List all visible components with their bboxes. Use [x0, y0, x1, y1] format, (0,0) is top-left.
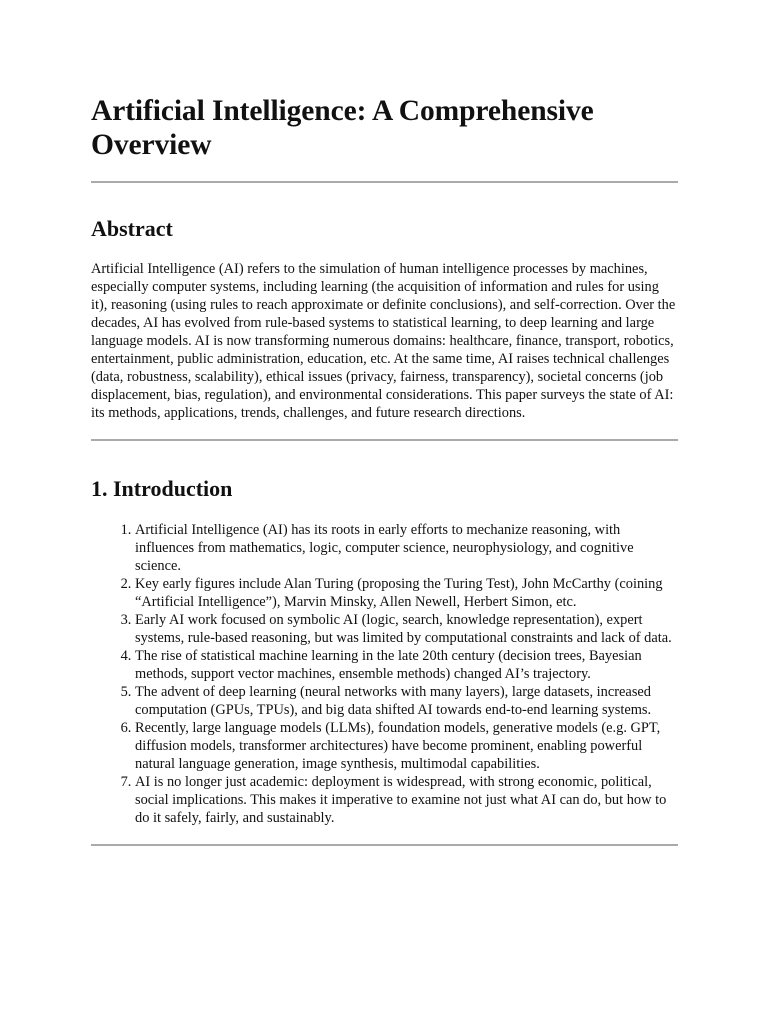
abstract-heading: Abstract	[91, 216, 173, 241]
abstract-text: Artificial Intelligence (AI) refers to the simulation of human intelligence processes by machines, especially computer systems, including learning (the acquisition of information and rules for using it), reasoning (using rules to reach approximate or definite conclusions), and self-correction. Over the decades, AI has evolved from rule-based systems to statistical learning, to deep learning and large language models. AI is now transforming numerous domains: healthcare, finance, transport, robotics, entertainment, public administration, education, etc. At the same time, AI raises technical challenges (data, robustness, scalability), ethical issues (privacy, fairness, transparency), societal concerns (job displacement, bias, regulation), and environmental considerations. This paper surveys the state of AI: its methods, applications, trends, challenges, and future research directions.	[91, 261, 676, 421]
list-item: 2. Key early figures include Alan Turing (proposing the Turing Test), John McCarthy (coining “Artificial Intelligence”), Marvin Minsky, Allen Newell, Herbert Simon, etc.	[135, 575, 678, 611]
list-item: 6. Recently, large language models (LLMs), foundation models, generative models (e.g. GPT, diffusion models, transformer architectures) have become prominent, enabling powerful natural language generation, image synthesis, multimodal capabilities.	[135, 719, 678, 773]
introduction-list	[91, 521, 678, 827]
introduction-heading: 1. Introduction	[91, 476, 233, 501]
list-item: 3. Early AI work focused on symbolic AI (logic, search, knowledge representation), expert systems, rule-based reasoning, but was limited by computational constraints and lack of data.	[135, 611, 678, 647]
divider	[91, 844, 678, 846]
list-item: 1. Artificial Intelligence (AI) has its roots in early efforts to mechanize reasoning, with influences from mathematics, logic, computer science, neurophysiology, and cognitive science.	[135, 521, 678, 575]
page-title: Artificial Intelligence: A Comprehensive Overview	[91, 95, 594, 161]
divider	[91, 181, 678, 183]
list-item: 4. The rise of statistical machine learning in the late 20th century (decision trees, Bayesian methods, support vector machines, ensemble methods) changed AI’s trajectory.	[135, 647, 678, 683]
list-item: 7. AI is no longer just academic: deployment is widespread, with strong economic, political, social implications. This makes it imperative to examine not just what AI can do, but how to do it safely, fairly, and sustainably.	[135, 773, 678, 827]
list-item: 5. The advent of deep learning (neural networks with many layers), large datasets, increased computation (GPUs, TPUs), and big data shifted AI towards end-to-end learning systems.	[135, 683, 678, 719]
divider	[91, 439, 678, 441]
